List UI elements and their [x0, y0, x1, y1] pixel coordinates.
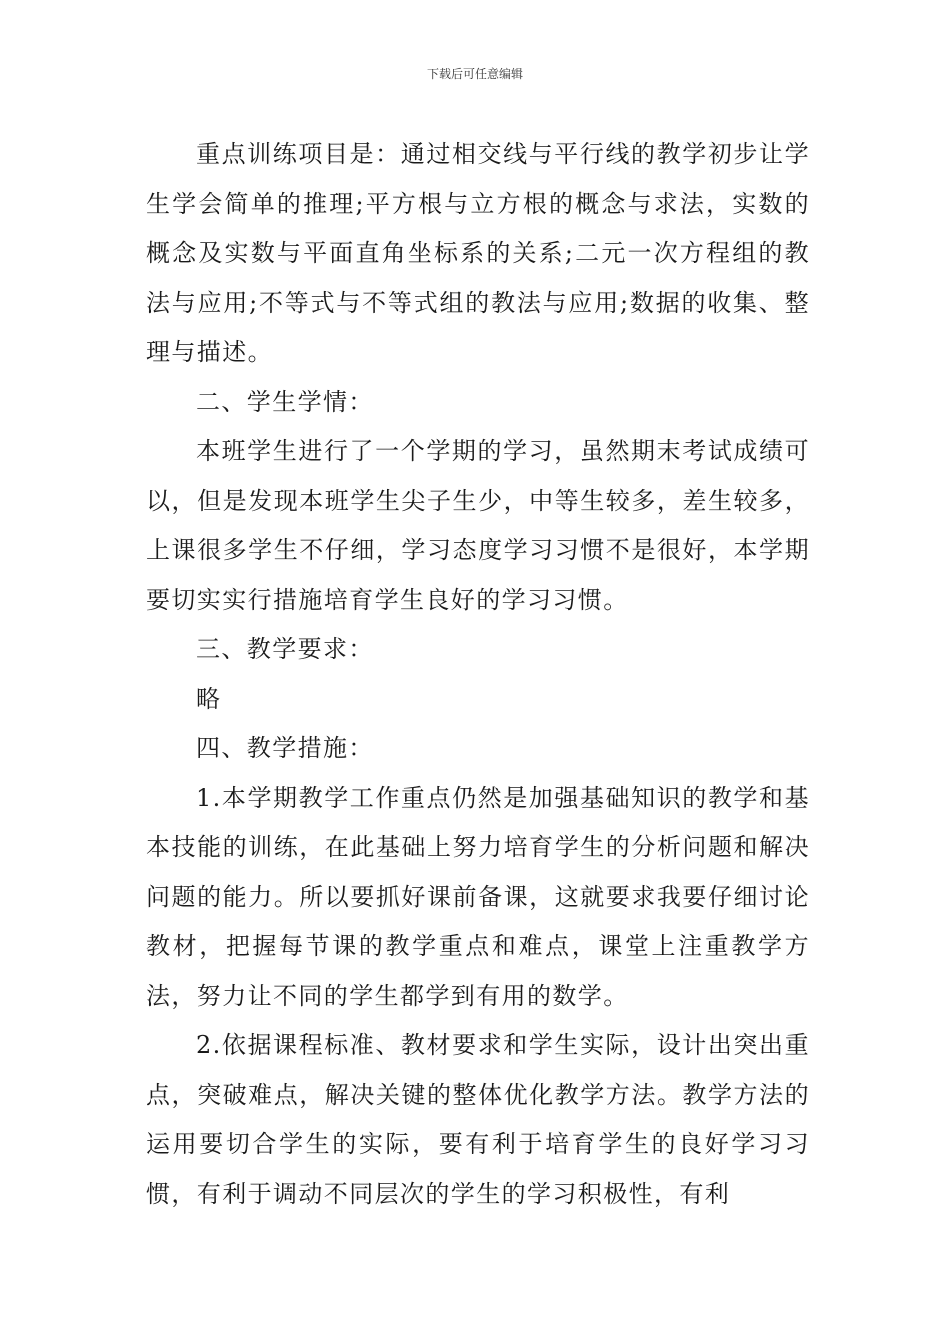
section-heading-teaching-requirements: 三、教学要求：	[196, 635, 374, 663]
paragraph-teaching-requirements: 略	[196, 684, 222, 713]
paragraph-student-situation: 本班学生进行了一个学期的学习，虽然期末考试成绩可以，但是发现本班学生尖子生少，中等生较多，差生较多，上课很多学生不仔细，学习态度学习习惯不是很好，本学期要切实实行措施培育学生良好的学习习惯。	[146, 437, 810, 614]
paragraph-training-items: 重点训练项目是：通过相交线与平行线的教学初步让学生学会简单的推理;平方根与立方根的概念与求法，实数的概念及实数与平面直角坐标系的关系;二元一次方程组的教法与应用;不等式与不等式组的教法与应用;数据的收集、整理与描述。	[146, 140, 810, 366]
document-body	[146, 130, 810, 1219]
section-heading-student-situation: 二、学生学情：	[196, 387, 374, 416]
section-heading-teaching-measures: 四、教学措施：	[196, 734, 374, 762]
page-header-note: 下载后可任意编辑	[426, 67, 523, 81]
paragraph-measure-1: 1.本学期教学工作重点仍然是加强基础知识的教学和基本技能的训练，在此基础上努力培育学生的分析问题和解决问题的能力。所以要抓好课前备课，这就要求我要仔细讨论教材，把握每节课的教学重点和难点，课堂上注重教学方法，努力让不同的学生都学到有用的数学。	[146, 783, 810, 1010]
paragraph-measure-2: 2.依据课程标准、教材要求和学生实际，设计出突出重点，突破难点，解决关键的整体优化教学方法。教学方法的运用要切合学生的实际，要有利于培育学生的良好学习习惯，有利于调动不同层次的学生的学习积极性，有利	[146, 1031, 810, 1208]
